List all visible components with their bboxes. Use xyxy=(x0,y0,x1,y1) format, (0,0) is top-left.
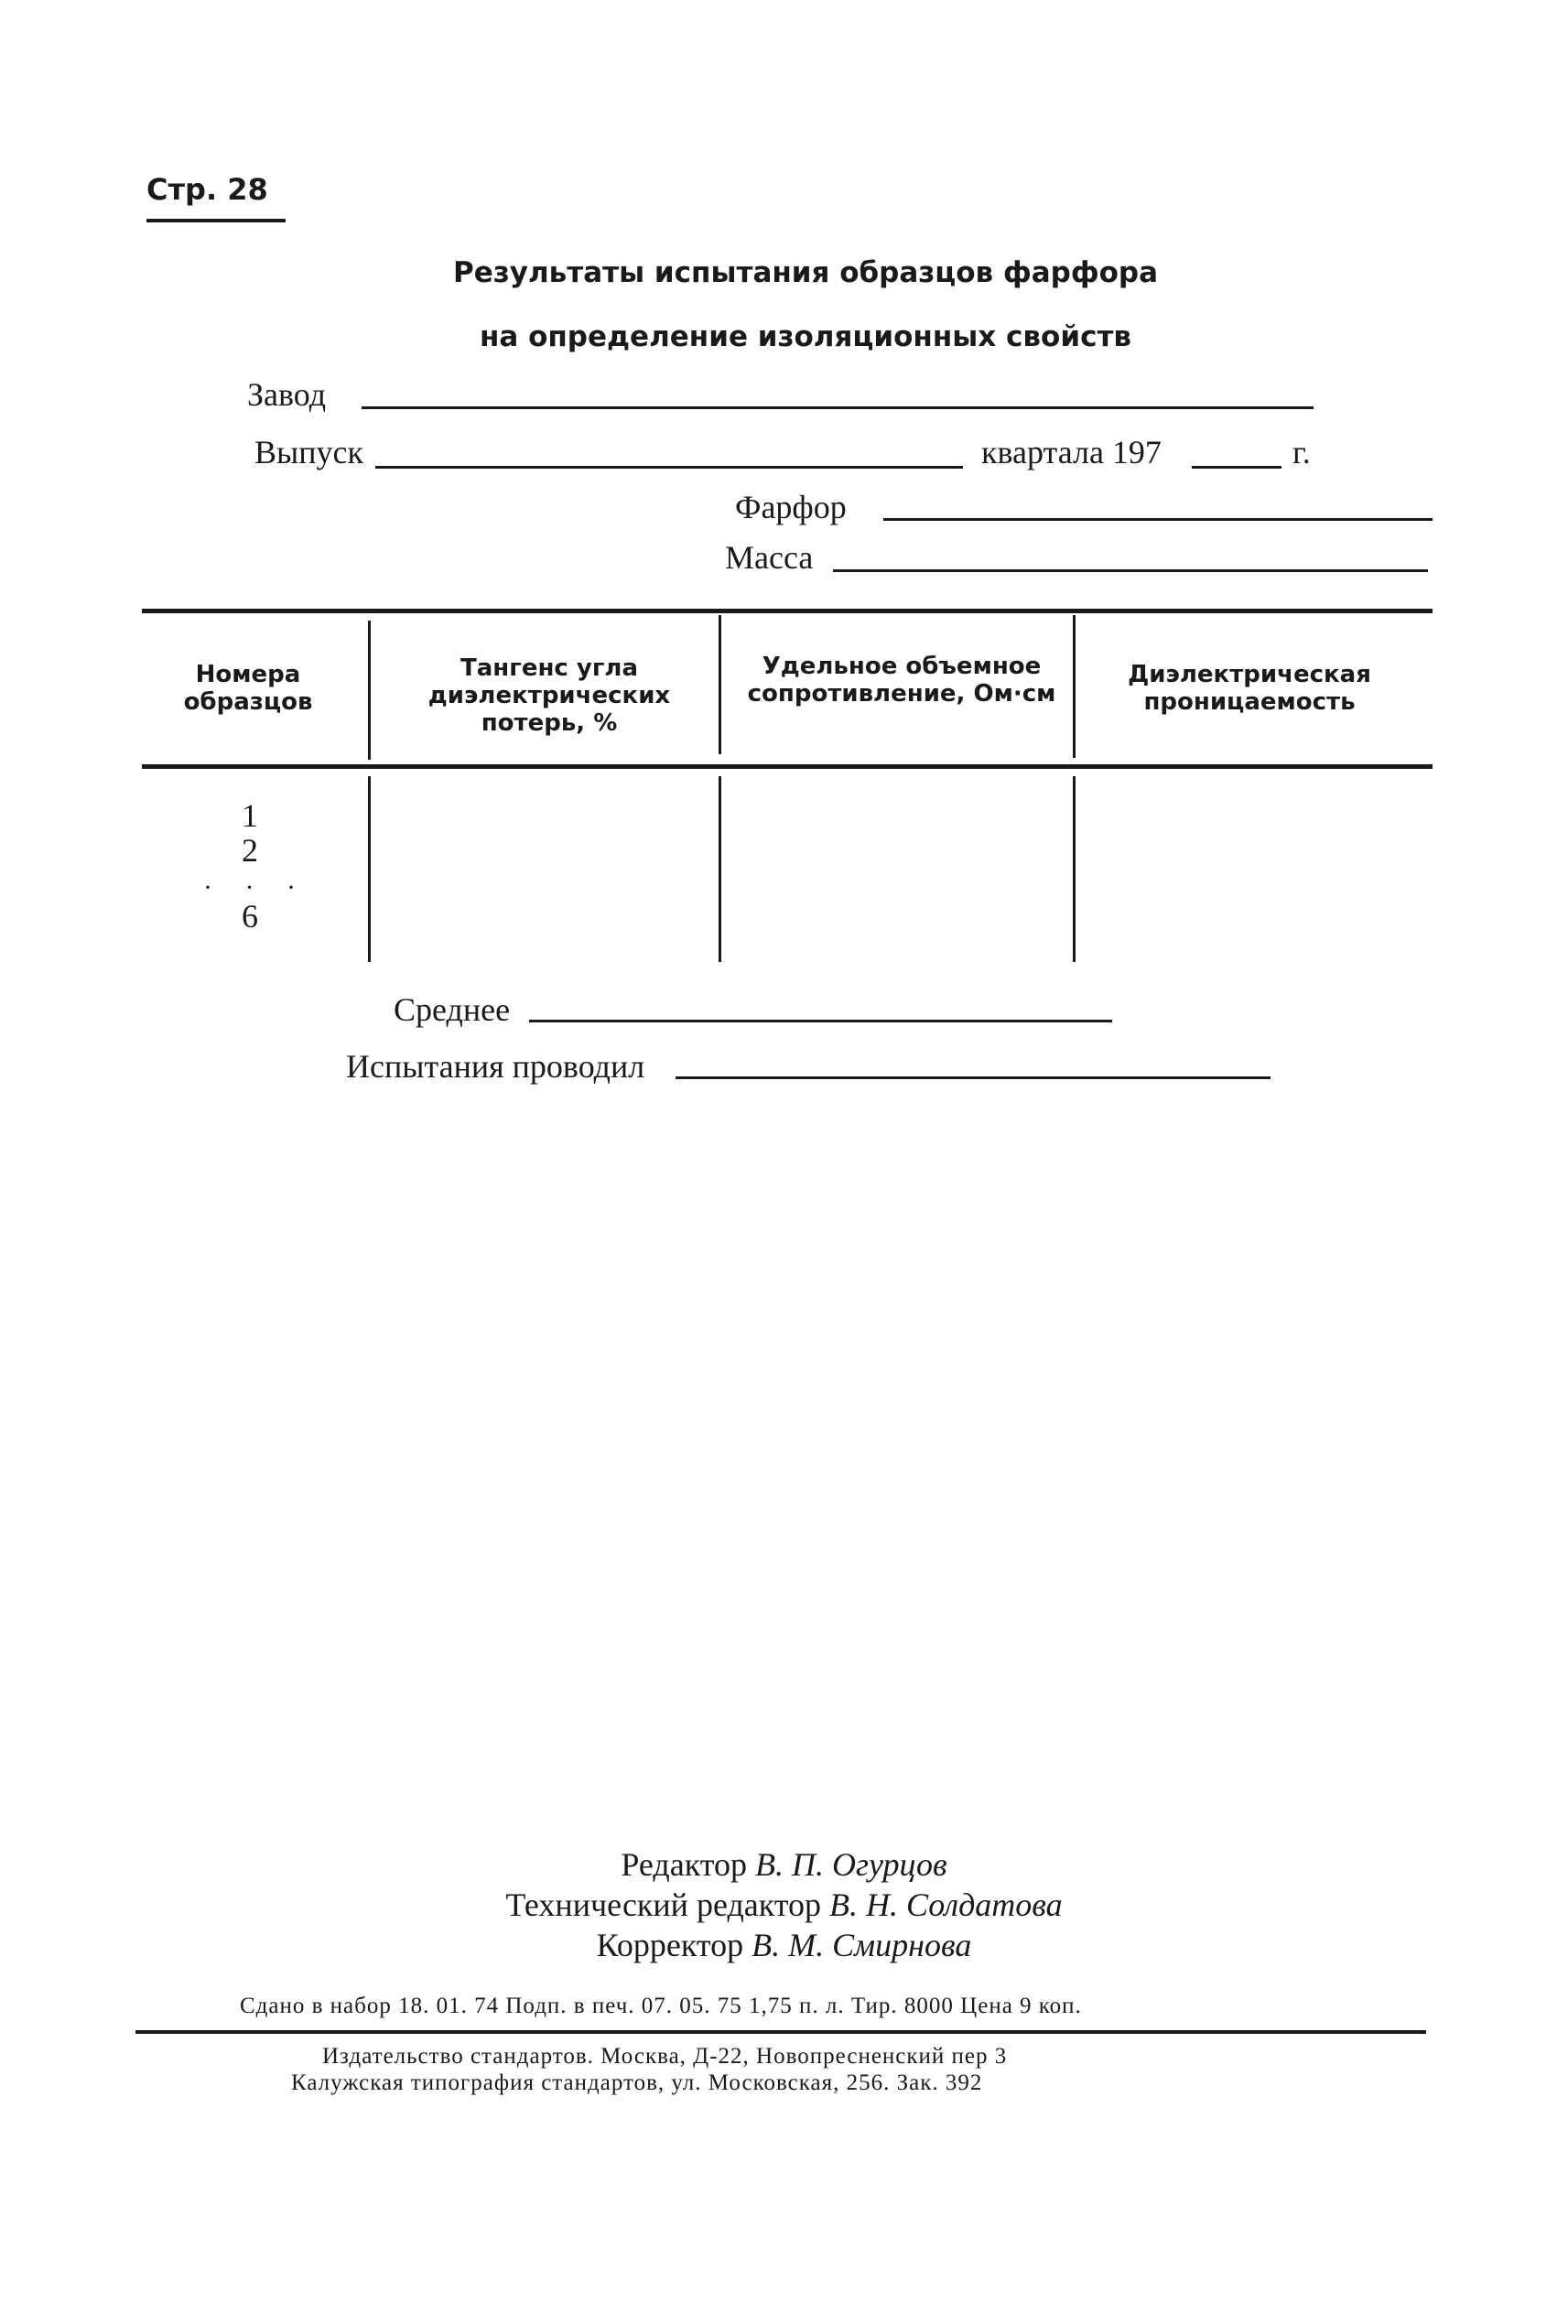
year-suffix: г. xyxy=(1292,434,1311,470)
tech-editor-role: Технический редактор xyxy=(505,1886,822,1923)
header-volume-resistivity: Удельное объемное сопротивление, Ом·см xyxy=(747,653,1056,708)
issue-field-line[interactable] xyxy=(375,466,963,469)
proofreader-credit xyxy=(0,1926,1568,1964)
form-title-line-2: на определение изоляционных свойств xyxy=(479,320,1132,353)
page-number-underline xyxy=(146,219,286,222)
row-number: 2 xyxy=(242,832,258,869)
imprint-publisher: Издательство стандартов. Москва, Д-22, Новопресненский пер 3 xyxy=(322,2044,1008,2069)
header-bottom-rule xyxy=(142,764,1433,769)
form-title-line-1: Результаты испытания образцов фарфора xyxy=(452,256,1158,289)
plant-field-line[interactable] xyxy=(362,406,1314,409)
quarter-label: квартала 197 xyxy=(981,434,1162,470)
tested-by-field-line[interactable] xyxy=(676,1076,1271,1079)
mass-label: Масса xyxy=(725,539,814,576)
porcelain-label: Фарфор xyxy=(735,489,847,525)
row-ellipsis: · · · xyxy=(203,872,308,903)
tech-editor-credit xyxy=(0,1886,1568,1924)
mass-field-line[interactable] xyxy=(833,569,1428,572)
header-dielectric-permittivity: Диэлектрическая проницаемость xyxy=(1128,661,1371,716)
imprint-rule xyxy=(135,2030,1426,2034)
header-loss-tangent: Тангенс угла диэлектрических потерь, % xyxy=(427,654,671,737)
page-number: Стр. 28 xyxy=(146,172,268,207)
average-field-line[interactable] xyxy=(529,1020,1112,1022)
body-divider-1 xyxy=(368,776,371,962)
header-divider-2 xyxy=(719,615,721,754)
editor-name: В. П. Огурцов xyxy=(755,1846,947,1883)
header-divider-3 xyxy=(1073,615,1076,758)
header-sample-numbers: Номера образцов xyxy=(183,661,313,716)
row-number: 1 xyxy=(242,797,258,834)
proofreader-name: В. М. Смирнова xyxy=(752,1927,972,1963)
editor-role: Редактор xyxy=(621,1846,747,1883)
body-divider-3 xyxy=(1073,776,1076,962)
issue-label: Выпуск xyxy=(254,434,363,470)
header-divider-1 xyxy=(368,621,371,760)
editor-credit xyxy=(0,1845,1568,1884)
imprint-printer: Калужская типография стандартов, ул. Московская, 256. Зак. 392 xyxy=(291,2070,983,2095)
average-label: Среднее xyxy=(394,991,511,1028)
tested-by-label: Испытания проводил xyxy=(346,1048,645,1085)
proofreader-role: Корректор xyxy=(596,1927,744,1963)
plant-label: Завод xyxy=(247,376,327,413)
row-number: 6 xyxy=(242,898,258,935)
table-top-rule xyxy=(142,609,1433,613)
imprint-print-details: Сдано в набор 18. 01. 74 Подп. в печ. 07. 05. 75 1,75 п. л. Тир. 8000 Цена 9 коп. xyxy=(240,1994,1082,2018)
year-field-line[interactable] xyxy=(1192,466,1281,469)
tech-editor-name: В. Н. Солдатова xyxy=(829,1886,1063,1923)
porcelain-field-line[interactable] xyxy=(883,518,1433,521)
body-divider-2 xyxy=(719,776,721,962)
